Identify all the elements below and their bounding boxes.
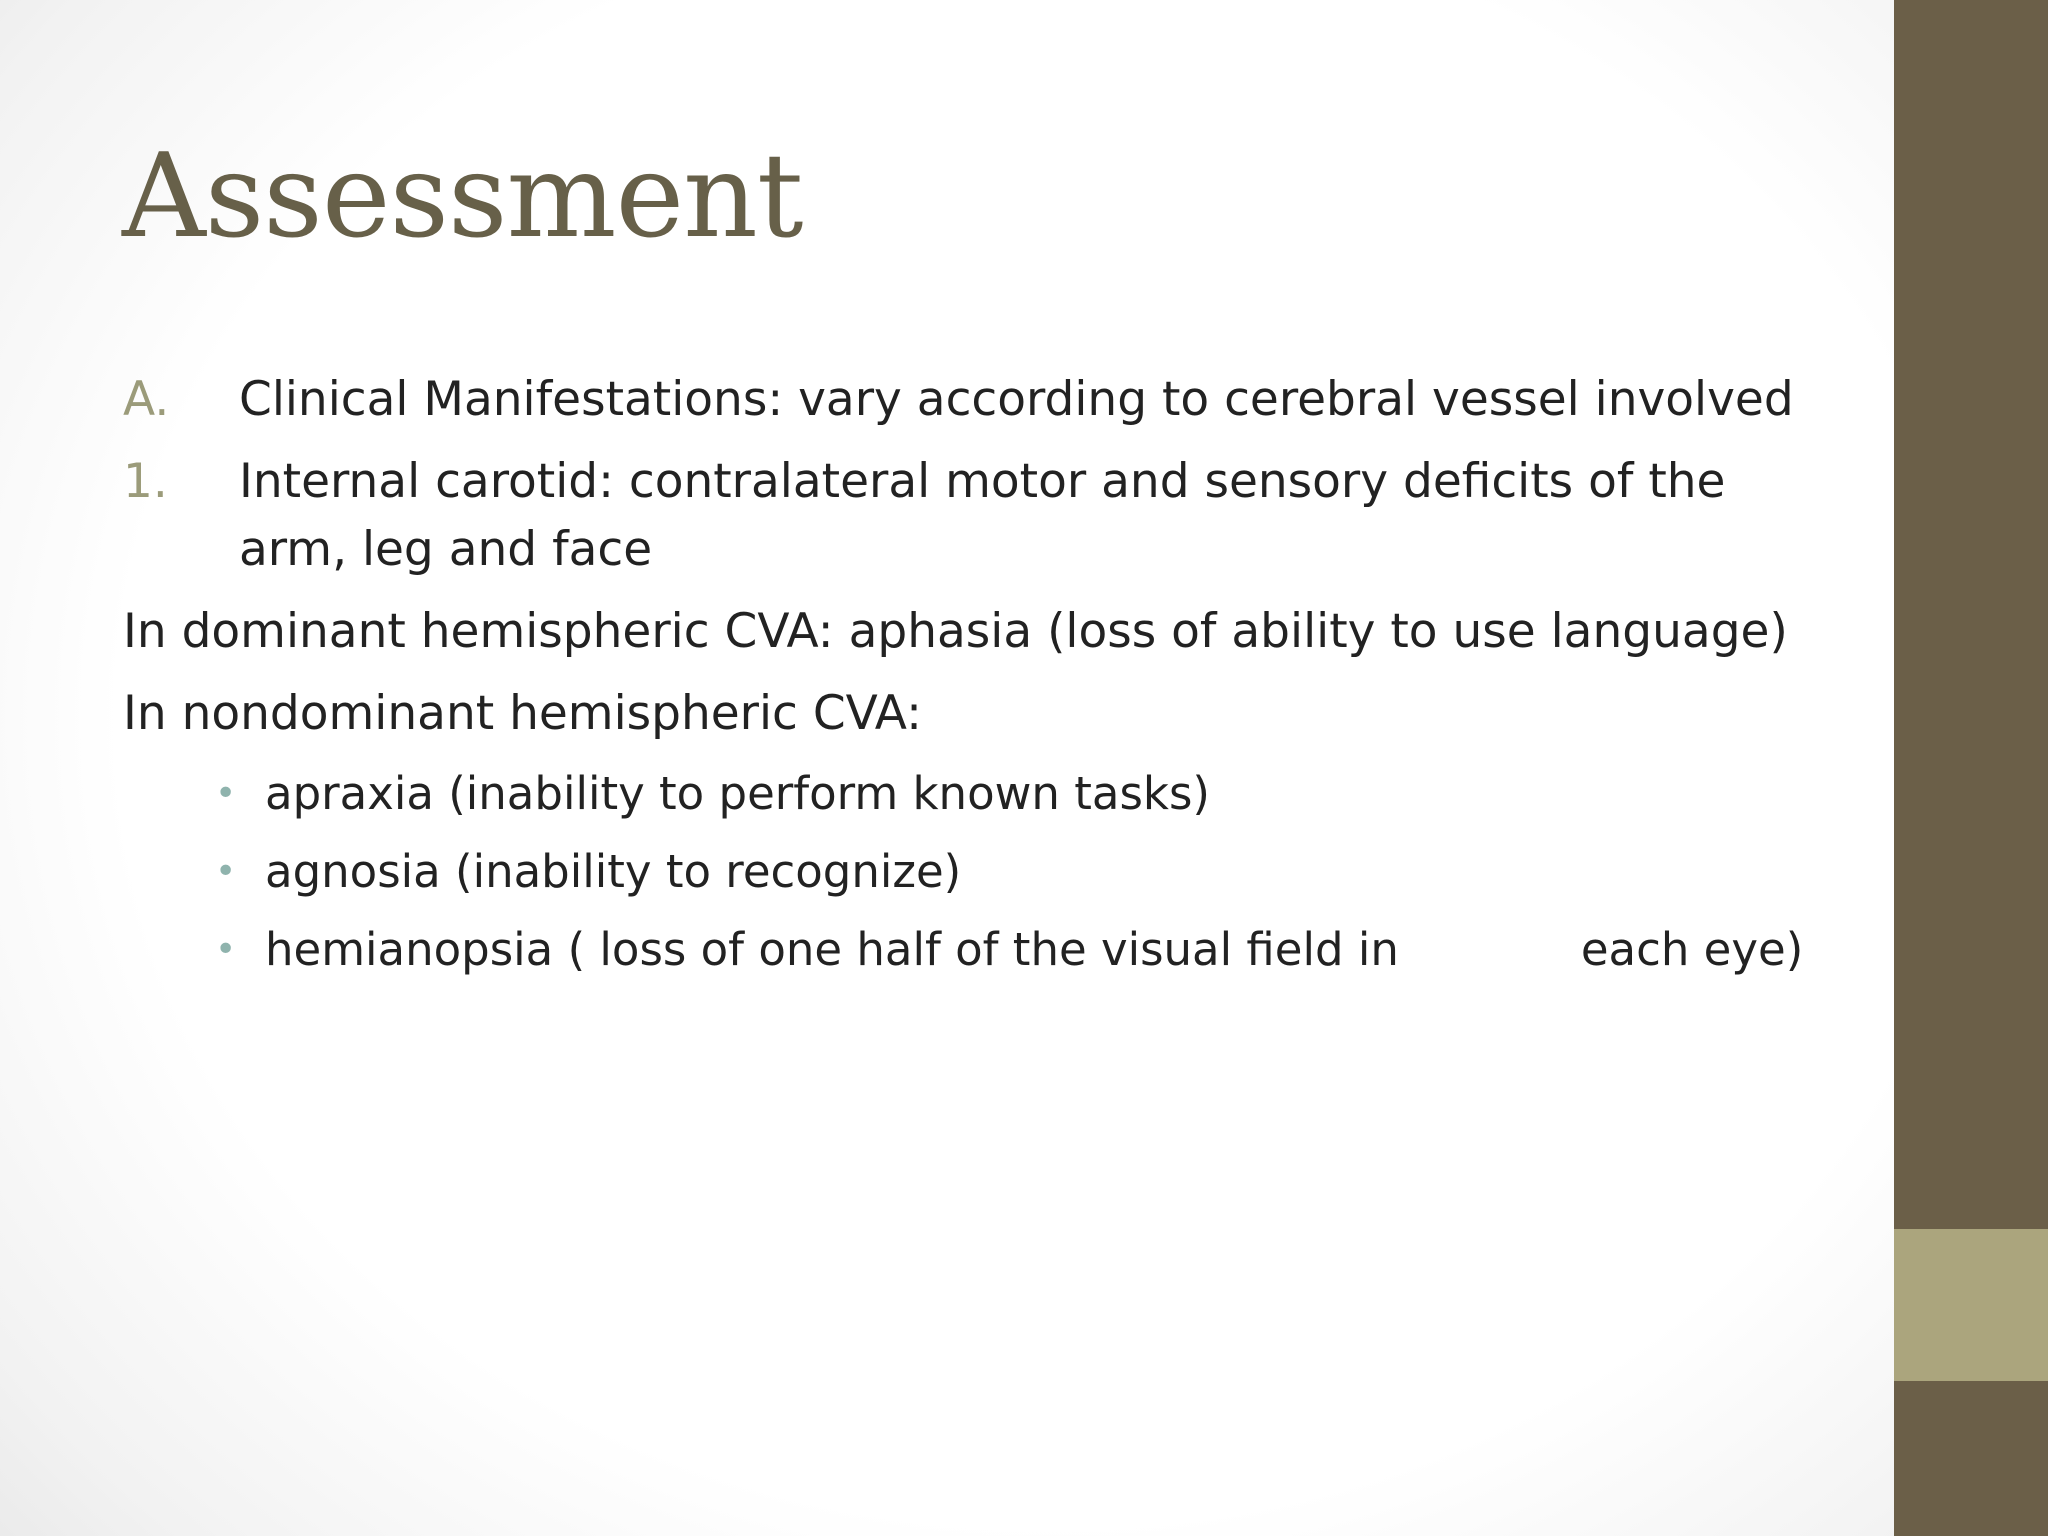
list-item-text: Clinical Manifestations: vary according to cerebral vessel involved	[239, 372, 1794, 427]
bullet-text: agnosia (inability to recognize)	[265, 845, 962, 898]
paragraph-dominant: In dominant hemispheric CVA: aphasia (loss of ability to use language)	[123, 604, 1788, 659]
list-item-text: Internal carotid: contralateral motor and sensory deficits of the arm, leg and face	[239, 454, 1726, 577]
bullet-item-hemianopsia	[215, 918, 1843, 982]
bullet-text-part2: each eye)	[1580, 923, 1804, 976]
side-accent-block	[1894, 1229, 2048, 1381]
bullet-dot-icon: •	[215, 851, 237, 892]
bullet-item-agnosia	[215, 840, 1843, 904]
slide-title: Assessment	[122, 129, 803, 264]
bullet-text-part1: hemianopsia ( loss of one half of the visual field in	[265, 923, 1399, 976]
bullet-dot-icon: •	[215, 773, 237, 814]
numbered-item-1	[123, 448, 1843, 584]
bullet-dot-icon: •	[215, 929, 237, 970]
paragraph-nondominant: In nondominant hemispheric CVA:	[123, 686, 922, 741]
list-marker-1: 1.	[123, 454, 168, 509]
bullet-item-apraxia	[215, 762, 1843, 826]
bullet-list	[123, 762, 1843, 982]
bullet-text: apraxia (inability to perform known tasks)	[265, 767, 1210, 820]
list-marker-a: A.	[123, 372, 170, 427]
slide-content	[123, 366, 1843, 996]
numbered-item-a	[123, 366, 1843, 434]
